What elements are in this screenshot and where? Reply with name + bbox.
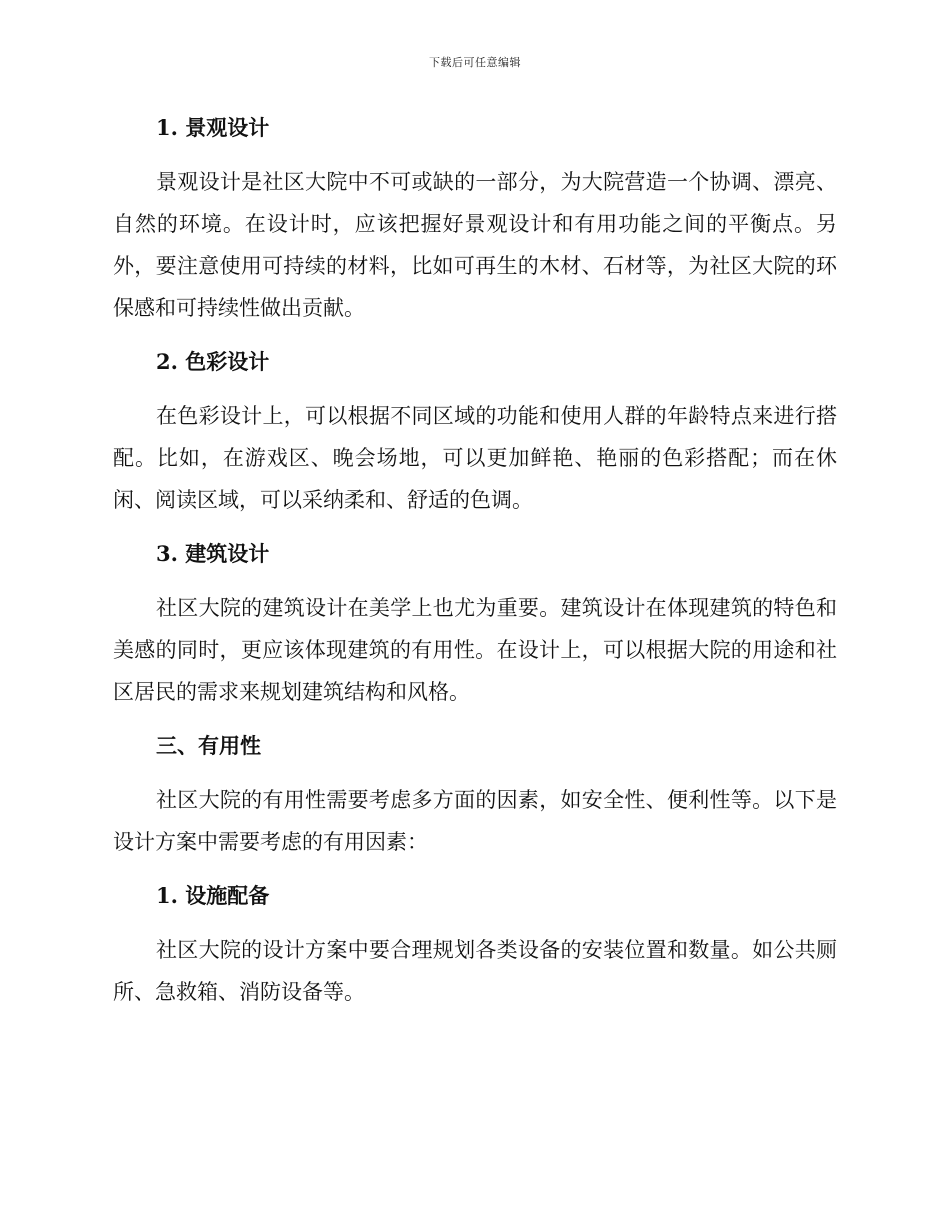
section-body-usefulness: 社区大院的有用性需要考虑多方面的因素，如安全性、便利性等。以下是设计方案中需要考虑的有用因素： <box>113 788 837 854</box>
section-heading-landscape: 1. 景观设计 <box>156 115 270 140</box>
document-body <box>113 108 837 1026</box>
section-heading-usefulness: 三、有用性 <box>156 733 261 758</box>
section-body-landscape: 景观设计是社区大院中不可或缺的一部分，为大院营造一个协调、漂亮、自然的环境。在设计时，应该把握好景观设计和有用功能之间的平衡点。另外，要注意使用可持续的材料，比如可再生的木材、石材等，为社区大院的环保感和可持续性做出贡献。 <box>113 170 837 320</box>
page-header: 下载后可任意编辑 <box>429 56 521 69</box>
section-heading-architecture: 3. 建筑设计 <box>156 541 270 566</box>
section-heading-facilities: 1. 设施配备 <box>156 883 270 908</box>
section-body-facilities: 社区大院的设计方案中要合理规划各类设备的安装位置和数量。如公共厕所、急救箱、消防设备等。 <box>113 938 837 1004</box>
section-heading-color: 2. 色彩设计 <box>156 349 270 374</box>
section-body-architecture: 社区大院的建筑设计在美学上也尤为重要。建筑设计在体现建筑的特色和美感的同时，更应该体现建筑的有用性。在设计上，可以根据大院的用途和社区居民的需求来规划建筑结构和风格。 <box>113 596 837 704</box>
section-body-color: 在色彩设计上，可以根据不同区域的功能和使用人群的年龄特点来进行搭配。比如，在游戏区、晚会场地，可以更加鲜艳、艳丽的色彩搭配；而在休闲、阅读区域，可以采纳柔和、舒适的色调。 <box>113 404 837 512</box>
